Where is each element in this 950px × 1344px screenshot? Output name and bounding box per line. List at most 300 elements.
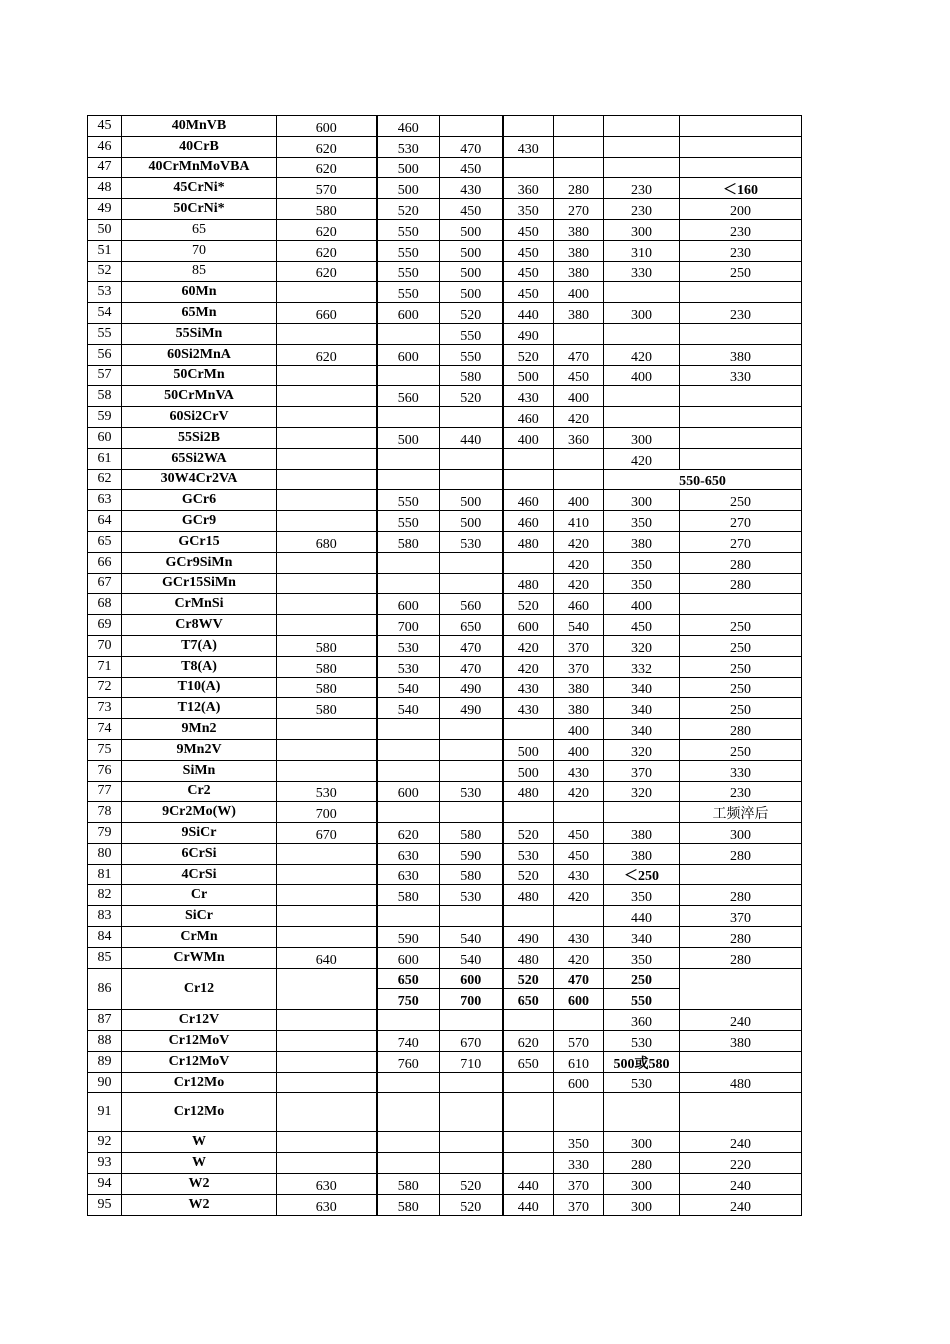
steel-grade: W bbox=[122, 1132, 277, 1153]
temperature-cell: 420 bbox=[554, 573, 604, 594]
temperature-cell: 580 bbox=[440, 864, 503, 885]
temperature-cell: 370 bbox=[680, 906, 802, 927]
temperature-cell bbox=[377, 760, 440, 781]
temperature-cell: 440 bbox=[503, 303, 554, 324]
temperature-cell: 500 bbox=[440, 282, 503, 303]
steel-grade: 40MnVB bbox=[122, 116, 277, 137]
temperature-cell: 580 bbox=[377, 885, 440, 906]
steel-grade: 50CrMn bbox=[122, 365, 277, 386]
temperature-cell: 400 bbox=[554, 386, 604, 407]
temperature-cell: 230 bbox=[680, 303, 802, 324]
temperature-cell: 540 bbox=[440, 947, 503, 968]
temperature-cell: 590 bbox=[377, 927, 440, 948]
temperature-cell: 620 bbox=[377, 823, 440, 844]
steel-grade: 9Mn2 bbox=[122, 719, 277, 740]
row-number: 90 bbox=[88, 1072, 122, 1093]
temperature-cell bbox=[277, 864, 377, 885]
temperature-cell: 550 bbox=[440, 323, 503, 344]
table-row bbox=[88, 136, 802, 157]
temperature-cell: 700 bbox=[377, 615, 440, 636]
temperature-cell: 530 bbox=[503, 843, 554, 864]
temperature-cell bbox=[377, 323, 440, 344]
temperature-cell: 450 bbox=[440, 199, 503, 220]
temperature-cell bbox=[604, 157, 680, 178]
temperature-cell: 420 bbox=[554, 407, 604, 428]
temperature-cell: 450 bbox=[503, 240, 554, 261]
temperature-cell bbox=[604, 323, 680, 344]
temperature-cell: 380 bbox=[554, 698, 604, 719]
temperature-cell: 300 bbox=[680, 823, 802, 844]
row-number: 84 bbox=[88, 927, 122, 948]
temperature-cell: 430 bbox=[554, 760, 604, 781]
temperature-cell bbox=[554, 469, 604, 490]
temperature-cell: 360 bbox=[604, 1010, 680, 1031]
steel-grade: Cr bbox=[122, 885, 277, 906]
temperature-cell: 230 bbox=[680, 781, 802, 802]
temperature-cell: 520 bbox=[503, 344, 554, 365]
temperature-cell: 590 bbox=[440, 843, 503, 864]
steel-grade: 45CrNi* bbox=[122, 178, 277, 199]
temperature-cell: 380 bbox=[604, 843, 680, 864]
table-row bbox=[88, 615, 802, 636]
row-number: 47 bbox=[88, 157, 122, 178]
temperature-cell: 440 bbox=[503, 1194, 554, 1215]
row-number: 63 bbox=[88, 490, 122, 511]
row-number: 53 bbox=[88, 282, 122, 303]
temperature-cell: 540 bbox=[377, 698, 440, 719]
temperature-cell bbox=[377, 1093, 440, 1132]
temperature-cell bbox=[503, 719, 554, 740]
row-number: 71 bbox=[88, 656, 122, 677]
temperature-cell bbox=[277, 511, 377, 532]
temperature-cell bbox=[277, 1051, 377, 1072]
temperature-cell bbox=[277, 1153, 377, 1174]
row-number: 92 bbox=[88, 1132, 122, 1153]
temperature-cell: 250 bbox=[680, 656, 802, 677]
temperature-cell: 620 bbox=[277, 136, 377, 157]
table-row bbox=[88, 927, 802, 948]
temperature-cell bbox=[680, 136, 802, 157]
temperature-cell: 420 bbox=[503, 635, 554, 656]
temperature-cell bbox=[503, 116, 554, 137]
steel-grade: T7(A) bbox=[122, 635, 277, 656]
temperature-cell bbox=[554, 116, 604, 137]
temperature-cell: 420 bbox=[554, 947, 604, 968]
steel-grade: CrWMn bbox=[122, 947, 277, 968]
steel-grade: 60Mn bbox=[122, 282, 277, 303]
temperature-cell: 350 bbox=[604, 552, 680, 573]
temperature-cell: 460 bbox=[503, 490, 554, 511]
temperature-cell: 650 bbox=[440, 615, 503, 636]
row-number: 54 bbox=[88, 303, 122, 324]
table-row bbox=[88, 344, 802, 365]
temperature-cell bbox=[554, 1010, 604, 1031]
temperature-cell bbox=[503, 469, 554, 490]
temperature-cell: 450 bbox=[554, 365, 604, 386]
temperature-cell: 540 bbox=[554, 615, 604, 636]
temperature-cell: 340 bbox=[604, 927, 680, 948]
table-row bbox=[88, 698, 802, 719]
row-number: 86 bbox=[88, 968, 122, 1010]
temperature-cell bbox=[440, 1093, 503, 1132]
steel-grade: 65 bbox=[122, 219, 277, 240]
temperature-cell bbox=[440, 739, 503, 760]
table-row bbox=[88, 365, 802, 386]
temperature-cell: 270 bbox=[680, 511, 802, 532]
temperature-cell: 740 bbox=[377, 1031, 440, 1052]
steel-grade: 4CrSi bbox=[122, 864, 277, 885]
steel-grade: Cr12Mo bbox=[122, 1093, 277, 1132]
temperature-cell: 620 bbox=[277, 240, 377, 261]
temperature-cell bbox=[377, 407, 440, 428]
temperature-cell bbox=[377, 573, 440, 594]
temperature-cell: 560 bbox=[440, 594, 503, 615]
temperature-cell: 420 bbox=[604, 448, 680, 469]
temperature-cell: 400 bbox=[503, 427, 554, 448]
temperature-cell: 580 bbox=[277, 677, 377, 698]
row-number: 57 bbox=[88, 365, 122, 386]
temperature-cell: 500 bbox=[503, 365, 554, 386]
temperature-cell bbox=[440, 407, 503, 428]
temperature-cell: 工频淬后 bbox=[680, 802, 802, 823]
table-row bbox=[88, 303, 802, 324]
row-number: 69 bbox=[88, 615, 122, 636]
temperature-cell: 380 bbox=[554, 677, 604, 698]
temperature-cell: 250 bbox=[680, 635, 802, 656]
temperature-cell: 300 bbox=[604, 427, 680, 448]
temperature-cell: 580 bbox=[440, 365, 503, 386]
temperature-cell: 350 bbox=[604, 947, 680, 968]
temperature-cell: 500 bbox=[440, 261, 503, 282]
table-row bbox=[88, 282, 802, 303]
temperature-cell bbox=[503, 1072, 554, 1093]
temperature-cell: 340 bbox=[604, 719, 680, 740]
temperature-cell: 470 bbox=[554, 968, 604, 989]
temperature-cell: 370 bbox=[554, 656, 604, 677]
temperature-cell: 550 bbox=[604, 989, 680, 1010]
temperature-cell bbox=[440, 552, 503, 573]
row-number: 82 bbox=[88, 885, 122, 906]
temperature-cell: 340 bbox=[604, 677, 680, 698]
temperature-cell: 330 bbox=[604, 261, 680, 282]
temperature-cell: 240 bbox=[680, 1132, 802, 1153]
temperature-cell: 430 bbox=[503, 386, 554, 407]
temperature-cell bbox=[604, 136, 680, 157]
row-number: 46 bbox=[88, 136, 122, 157]
table-row bbox=[88, 116, 802, 137]
row-number: 88 bbox=[88, 1031, 122, 1052]
temperature-cell: 300 bbox=[604, 1132, 680, 1153]
temperature-cell: 230 bbox=[604, 199, 680, 220]
temperature-cell: 370 bbox=[554, 635, 604, 656]
temperature-cell: 500 bbox=[377, 157, 440, 178]
table-row bbox=[88, 1093, 802, 1132]
temperature-cell: 530 bbox=[440, 531, 503, 552]
temperature-cell: 480 bbox=[503, 947, 554, 968]
row-number: 77 bbox=[88, 781, 122, 802]
temperature-cell: 670 bbox=[440, 1031, 503, 1052]
temperature-cell: 440 bbox=[440, 427, 503, 448]
temperature-cell: 350 bbox=[554, 1132, 604, 1153]
table-row bbox=[88, 594, 802, 615]
temperature-cell: 300 bbox=[604, 490, 680, 511]
steel-grade: 60Si2MnA bbox=[122, 344, 277, 365]
temperature-cell: 500 bbox=[440, 219, 503, 240]
temperature-cell: 530 bbox=[440, 781, 503, 802]
temperature-cell: 450 bbox=[503, 261, 554, 282]
temperature-cell: 500 bbox=[440, 511, 503, 532]
temperature-cell: 230 bbox=[680, 219, 802, 240]
temperature-cell: 450 bbox=[440, 157, 503, 178]
row-number: 83 bbox=[88, 906, 122, 927]
temperature-cell: 480 bbox=[503, 781, 554, 802]
temperature-cell bbox=[554, 1093, 604, 1132]
temperature-cell: 600 bbox=[554, 989, 604, 1010]
steel-grade: GCr9 bbox=[122, 511, 277, 532]
temperature-cell: 470 bbox=[440, 136, 503, 157]
temperature-cell bbox=[377, 469, 440, 490]
row-number: 75 bbox=[88, 739, 122, 760]
row-number: 72 bbox=[88, 677, 122, 698]
temperature-cell: 520 bbox=[440, 303, 503, 324]
temperature-cell: 310 bbox=[604, 240, 680, 261]
temperature-cell: 580 bbox=[377, 1174, 440, 1195]
row-number: 85 bbox=[88, 947, 122, 968]
temperature-cell bbox=[277, 386, 377, 407]
steel-grade: 70 bbox=[122, 240, 277, 261]
temperature-cell: 380 bbox=[554, 303, 604, 324]
temperature-cell bbox=[277, 1093, 377, 1132]
temperature-cell: 420 bbox=[503, 656, 554, 677]
temperature-cell bbox=[277, 885, 377, 906]
row-number: 61 bbox=[88, 448, 122, 469]
temperature-cell: 530 bbox=[377, 136, 440, 157]
steel-grade: SiMn bbox=[122, 760, 277, 781]
temperature-cell: 530 bbox=[377, 656, 440, 677]
steel-grade: 40CrB bbox=[122, 136, 277, 157]
temperature-cell: 480 bbox=[503, 885, 554, 906]
steel-grade: GCr6 bbox=[122, 490, 277, 511]
table-row bbox=[88, 802, 802, 823]
temperature-cell: 540 bbox=[377, 677, 440, 698]
steel-grade: 55Si2B bbox=[122, 427, 277, 448]
table-row bbox=[88, 240, 802, 261]
temperature-cell bbox=[377, 365, 440, 386]
row-number: 73 bbox=[88, 698, 122, 719]
steel-grade: Cr12 bbox=[122, 968, 277, 1010]
steel-grade: W2 bbox=[122, 1174, 277, 1195]
table-row bbox=[88, 968, 802, 989]
temperature-cell: 360 bbox=[503, 178, 554, 199]
temperature-cell: 470 bbox=[440, 635, 503, 656]
temperature-cell bbox=[277, 407, 377, 428]
temperature-cell bbox=[604, 386, 680, 407]
row-number: 60 bbox=[88, 427, 122, 448]
temperature-cell bbox=[377, 739, 440, 760]
temperature-cell bbox=[554, 906, 604, 927]
temperature-cell: 760 bbox=[377, 1051, 440, 1072]
temperature-cell bbox=[377, 552, 440, 573]
temperature-cell: 400 bbox=[554, 490, 604, 511]
temperature-cell bbox=[440, 906, 503, 927]
temperature-cell: 550 bbox=[377, 219, 440, 240]
temperature-cell: 550 bbox=[377, 511, 440, 532]
temperature-cell bbox=[680, 1093, 802, 1132]
steel-grade: T8(A) bbox=[122, 656, 277, 677]
temperature-cell: 460 bbox=[377, 116, 440, 137]
temperature-cell bbox=[277, 739, 377, 760]
row-number: 56 bbox=[88, 344, 122, 365]
temperature-cell: 550 bbox=[440, 344, 503, 365]
temperature-cell bbox=[277, 448, 377, 469]
temperature-cell bbox=[377, 1010, 440, 1031]
temperature-cell: 650 bbox=[377, 968, 440, 989]
steel-grade: Cr2 bbox=[122, 781, 277, 802]
temperature-cell bbox=[277, 365, 377, 386]
temperature-cell: 680 bbox=[277, 531, 377, 552]
row-number: 93 bbox=[88, 1153, 122, 1174]
temperature-cell: 580 bbox=[277, 656, 377, 677]
temperature-cell: 420 bbox=[554, 781, 604, 802]
temperature-cell: 300 bbox=[604, 303, 680, 324]
temperature-cell bbox=[277, 490, 377, 511]
temperature-cell: 630 bbox=[377, 843, 440, 864]
temperature-cell: 300 bbox=[604, 1194, 680, 1215]
temperature-cell: 500 bbox=[377, 178, 440, 199]
temperature-cell: 520 bbox=[503, 968, 554, 989]
temperature-cell bbox=[440, 1132, 503, 1153]
temperature-cell bbox=[604, 407, 680, 428]
temperature-cell bbox=[277, 615, 377, 636]
table-row bbox=[88, 906, 802, 927]
temperature-cell bbox=[604, 282, 680, 303]
temperature-cell: 550 bbox=[377, 282, 440, 303]
temperature-cell: 620 bbox=[277, 261, 377, 282]
temperature-cell: 410 bbox=[554, 511, 604, 532]
table-row bbox=[88, 427, 802, 448]
steel-grade: 55SiMn bbox=[122, 323, 277, 344]
temperature-cell bbox=[377, 1072, 440, 1093]
temperature-cell: 470 bbox=[554, 344, 604, 365]
steel-grade: 30W4Cr2VA bbox=[122, 469, 277, 490]
temperature-cell bbox=[277, 573, 377, 594]
temperature-cell bbox=[680, 116, 802, 137]
temperature-cell bbox=[277, 282, 377, 303]
temperature-cell: 340 bbox=[604, 698, 680, 719]
steel-grade: T10(A) bbox=[122, 677, 277, 698]
temperature-cell: 280 bbox=[680, 927, 802, 948]
temperature-cell bbox=[440, 1072, 503, 1093]
temperature-cell: 430 bbox=[503, 698, 554, 719]
row-number: 87 bbox=[88, 1010, 122, 1031]
row-number: 55 bbox=[88, 323, 122, 344]
steel-grade: 6CrSi bbox=[122, 843, 277, 864]
temperature-cell: 240 bbox=[680, 1010, 802, 1031]
temperature-cell: 380 bbox=[554, 240, 604, 261]
temperature-cell: 270 bbox=[554, 199, 604, 220]
temperature-cell: 460 bbox=[503, 511, 554, 532]
temperature-cell bbox=[377, 448, 440, 469]
table-row bbox=[88, 1132, 802, 1153]
temperature-cell bbox=[440, 802, 503, 823]
row-number: 59 bbox=[88, 407, 122, 428]
temperature-cell bbox=[440, 1010, 503, 1031]
temperature-cell: 420 bbox=[554, 552, 604, 573]
temperature-cell: 630 bbox=[277, 1174, 377, 1195]
temperature-cell: 240 bbox=[680, 1194, 802, 1215]
temperature-cell: 280 bbox=[680, 573, 802, 594]
temperature-cell: 380 bbox=[604, 823, 680, 844]
temperature-cell: 610 bbox=[554, 1051, 604, 1072]
temperature-cell: 580 bbox=[277, 635, 377, 656]
row-number: 78 bbox=[88, 802, 122, 823]
table-row bbox=[88, 219, 802, 240]
steel-grade: Cr12MoV bbox=[122, 1051, 277, 1072]
temperature-cell: 250 bbox=[680, 739, 802, 760]
temperature-cell: 380 bbox=[554, 219, 604, 240]
temperature-cell bbox=[440, 719, 503, 740]
temperature-cell: 520 bbox=[440, 386, 503, 407]
temperature-cell bbox=[503, 1093, 554, 1132]
row-number: 94 bbox=[88, 1174, 122, 1195]
temperature-cell: 250 bbox=[680, 677, 802, 698]
temperature-cell bbox=[277, 594, 377, 615]
row-number: 76 bbox=[88, 760, 122, 781]
temperature-cell: 520 bbox=[377, 199, 440, 220]
temperature-cell: 400 bbox=[554, 282, 604, 303]
temperature-cell bbox=[503, 552, 554, 573]
table-body bbox=[88, 116, 802, 1216]
temperature-cell: 530 bbox=[377, 635, 440, 656]
temperature-cell: 600 bbox=[377, 947, 440, 968]
temperature-cell: 320 bbox=[604, 781, 680, 802]
row-number: 91 bbox=[88, 1093, 122, 1132]
temperature-cell: 670 bbox=[277, 823, 377, 844]
temperature-cell bbox=[680, 448, 802, 469]
row-number: 80 bbox=[88, 843, 122, 864]
temperature-cell: 440 bbox=[604, 906, 680, 927]
temperature-cell bbox=[680, 386, 802, 407]
steel-grade: T12(A) bbox=[122, 698, 277, 719]
steel-grade: CrMn bbox=[122, 927, 277, 948]
temperature-cell: 350 bbox=[604, 885, 680, 906]
temperature-cell: 520 bbox=[503, 864, 554, 885]
row-number: 95 bbox=[88, 1194, 122, 1215]
steel-grade: 9Cr2Mo(W) bbox=[122, 802, 277, 823]
table-row bbox=[88, 635, 802, 656]
temperature-cell: 450 bbox=[503, 219, 554, 240]
temperature-cell bbox=[554, 448, 604, 469]
temperature-cell: 470 bbox=[440, 656, 503, 677]
temperature-cell: 300 bbox=[604, 219, 680, 240]
table-row bbox=[88, 178, 802, 199]
table-row bbox=[88, 719, 802, 740]
steel-grade: 40CrMnMoVBA bbox=[122, 157, 277, 178]
temperature-cell: 450 bbox=[604, 615, 680, 636]
steel-grade: SiCr bbox=[122, 906, 277, 927]
temperature-cell: 600 bbox=[503, 615, 554, 636]
temperature-cell: 370 bbox=[554, 1174, 604, 1195]
temperature-cell: 280 bbox=[680, 843, 802, 864]
temperature-cell: 280 bbox=[554, 178, 604, 199]
table-row bbox=[88, 781, 802, 802]
temperature-cell: 400 bbox=[604, 594, 680, 615]
table-row bbox=[88, 323, 802, 344]
table-row bbox=[88, 1194, 802, 1215]
temperature-cell: 550 bbox=[377, 490, 440, 511]
temperature-cell bbox=[377, 906, 440, 927]
temperature-cell: 330 bbox=[554, 1153, 604, 1174]
